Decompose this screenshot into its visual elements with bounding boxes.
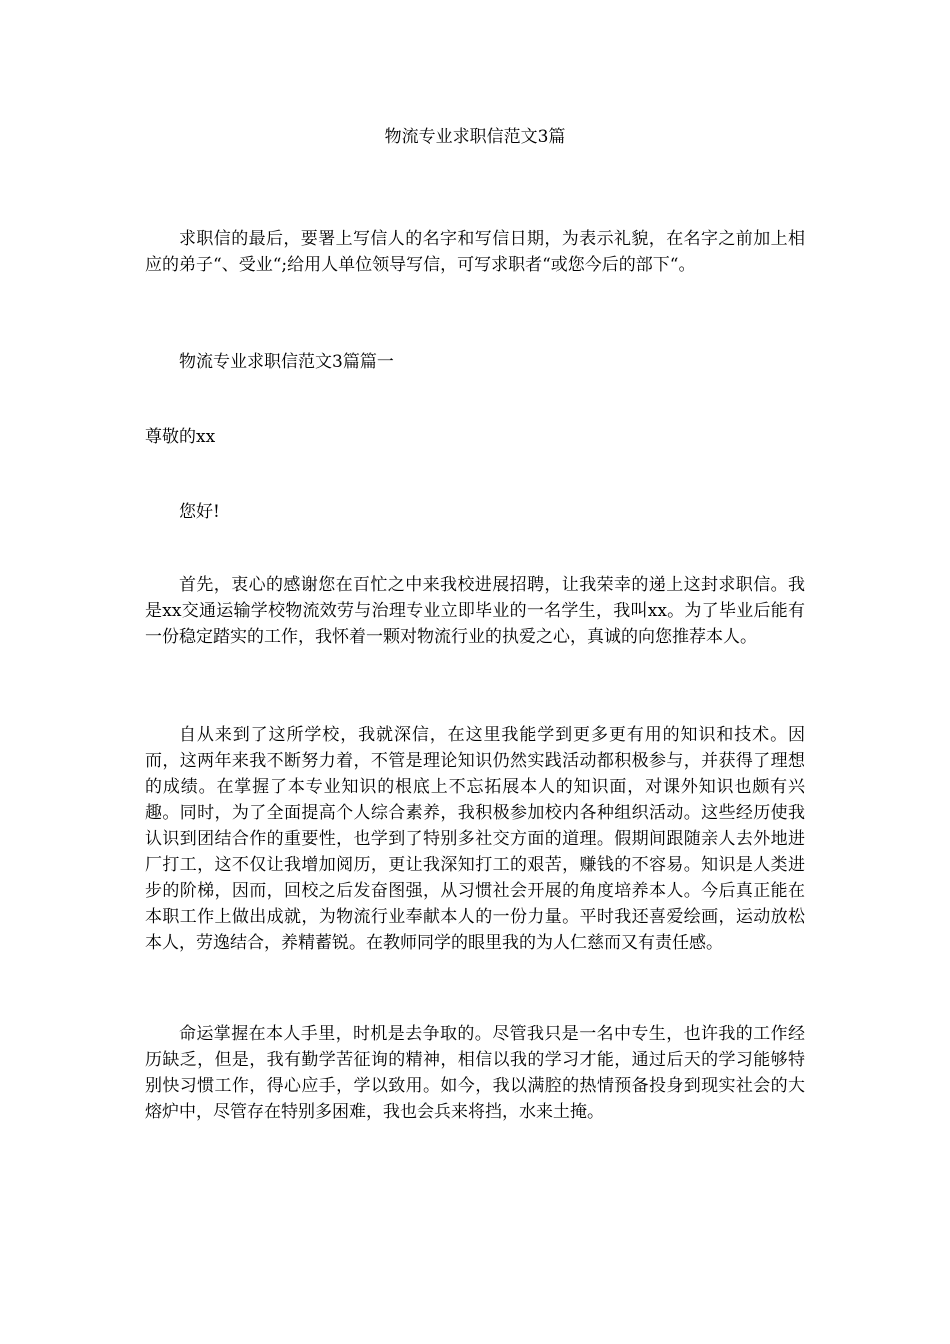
- body-paragraph: 首先，衷心的感谢您在百忙之中来我校进展招聘，让我荣幸的递上这封求职信。我是xx交通运输学校物流效劳与治理专业立即毕业的一名学生，我叫xx。为了毕业后能有一份稳定踏实的工作，我怀着一颗对物流行业的执爱之心，真诚的向您推荐本人。: [145, 575, 805, 647]
- document-title: 物流专业求职信范文3篇: [384, 127, 566, 147]
- intro-paragraph: 求职信的最后，要署上写信人的名字和写信日期，为表示礼貌，在名字之前加上相应的弟子“、受业“;给用人单位领导写信，可写求职者“或您今后的部下“。: [145, 229, 805, 275]
- section-heading: 物流专业求职信范文3篇篇一: [179, 352, 394, 372]
- body-paragraph: 自从来到了这所学校，我就深信，在这里我能学到更多更有用的知识和技术。因而，这两年来我不断努力着，不管是理论知识仍然实践活动都积极参与，并获得了理想的成绩。在掌握了本专业知识的根底上不忘拓展本人的知识面，对课外知识也颇有兴趣。同时，为了全面提高个人综合素养，我积极参加校内各种组织活动。这些经历使我认识到团结合作的重要性，也学到了特别多社交方面的道理。假期间跟随亲人去外地进厂打工，这不仅让我增加阅历，更让我深知打工的艰苦，赚钱的不容易。知识是人类进步的阶梯，因而，回校之后发奋图强，从习惯社会开展的角度培养本人。今后真正能在本职工作上做出成就，为物流行业奉献本人的一份力量。平时我还喜爱绘画，运动放松本人，劳逸结合，养精蓄锐。在教师同学的眼里我的为人仁慈而又有责任感。: [145, 725, 805, 953]
- greeting: 您好!: [179, 502, 220, 522]
- salutation: 尊敬的xx: [145, 427, 216, 447]
- body-paragraph: 命运掌握在本人手里，时机是去争取的。尽管我只是一名中专生，也许我的工作经历缺乏，但是，我有勤学苦征询的精神，相信以我的学习才能，通过后天的学习能够特别快习惯工作，得心应手，学以致用。如今，我以满腔的热情预备投身到现实社会的大熔炉中，尽管存在特别多困难，我也会兵来将挡，水来土掩。: [145, 1024, 805, 1122]
